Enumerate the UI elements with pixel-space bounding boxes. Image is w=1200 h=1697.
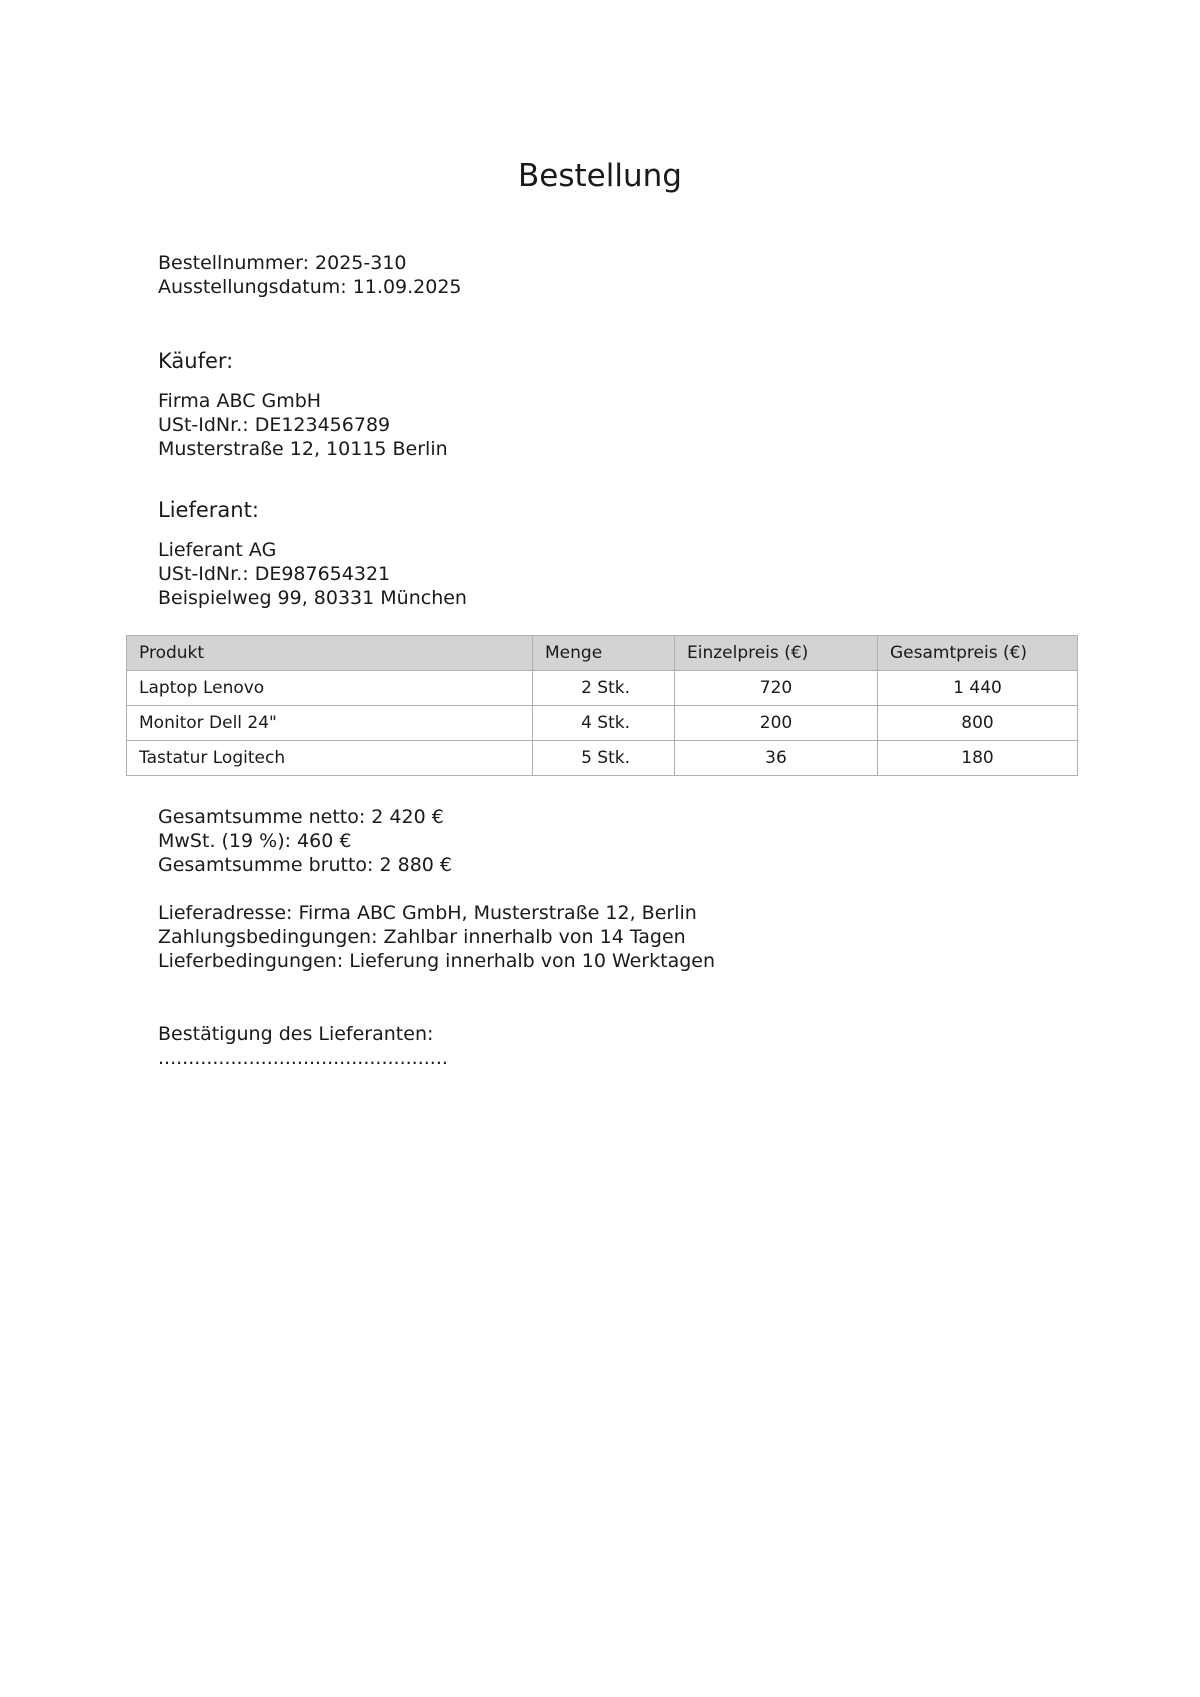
- cell-product: Tastatur Logitech: [127, 741, 533, 776]
- page-title: Bestellung: [518, 158, 682, 194]
- buyer-vat-id: USt-IdNr.: DE123456789: [158, 414, 391, 436]
- supplier-name: Lieferant AG: [158, 539, 277, 561]
- payment-terms: Zahlungsbedingungen: Zahlbar innerhalb von 14 Tagen: [158, 926, 686, 948]
- confirmation-label: Bestätigung des Lieferanten:: [158, 1023, 434, 1045]
- cell-product: Laptop Lenovo: [127, 671, 533, 706]
- total-vat: MwSt. (19 %): 460 €: [158, 830, 352, 852]
- buyer-details: [158, 389, 448, 461]
- table-row: [127, 671, 1078, 706]
- buyer-name: Firma ABC GmbH: [158, 390, 322, 412]
- items-table: [126, 635, 1078, 776]
- table-row: [127, 706, 1078, 741]
- supplier-details: [158, 538, 467, 610]
- column-header-quantity: Menge: [533, 636, 675, 671]
- order-number: Bestellnummer: 2025-310: [158, 252, 407, 274]
- supplier-heading: Lieferant:: [158, 498, 259, 522]
- terms: [158, 901, 715, 973]
- cell-unit-price: 36: [675, 741, 878, 776]
- buyer-heading: Käufer:: [158, 349, 234, 373]
- cell-unit-price: 200: [675, 706, 878, 741]
- column-header-total-price: Gesamtpreis (€): [878, 636, 1078, 671]
- total-gross: Gesamtsumme brutto: 2 880 €: [158, 854, 452, 876]
- signature-line: ................................................: [158, 1047, 448, 1069]
- supplier-address: Beispielweg 99, 80331 München: [158, 587, 467, 609]
- cell-quantity: 5 Stk.: [533, 741, 675, 776]
- order-meta: [158, 251, 462, 299]
- table-header-row: [127, 636, 1078, 671]
- cell-quantity: 4 Stk.: [533, 706, 675, 741]
- total-net: Gesamtsumme netto: 2 420 €: [158, 806, 444, 828]
- delivery-terms: Lieferbedingungen: Lieferung innerhalb von 10 Werktagen: [158, 950, 716, 972]
- supplier-confirmation: [158, 1022, 448, 1070]
- cell-quantity: 2 Stk.: [533, 671, 675, 706]
- column-header-product: Produkt: [127, 636, 533, 671]
- table-row: [127, 741, 1078, 776]
- cell-product: Monitor Dell 24": [127, 706, 533, 741]
- supplier-vat-id: USt-IdNr.: DE987654321: [158, 563, 391, 585]
- cell-total-price: 1 440: [878, 671, 1078, 706]
- cell-total-price: 180: [878, 741, 1078, 776]
- issue-date: Ausstellungsdatum: 11.09.2025: [158, 276, 462, 298]
- delivery-address: Lieferadresse: Firma ABC GmbH, Musterstraße 12, Berlin: [158, 902, 697, 924]
- totals: [158, 805, 452, 877]
- column-header-unit-price: Einzelpreis (€): [675, 636, 878, 671]
- cell-total-price: 800: [878, 706, 1078, 741]
- cell-unit-price: 720: [675, 671, 878, 706]
- buyer-address: Musterstraße 12, 10115 Berlin: [158, 438, 448, 460]
